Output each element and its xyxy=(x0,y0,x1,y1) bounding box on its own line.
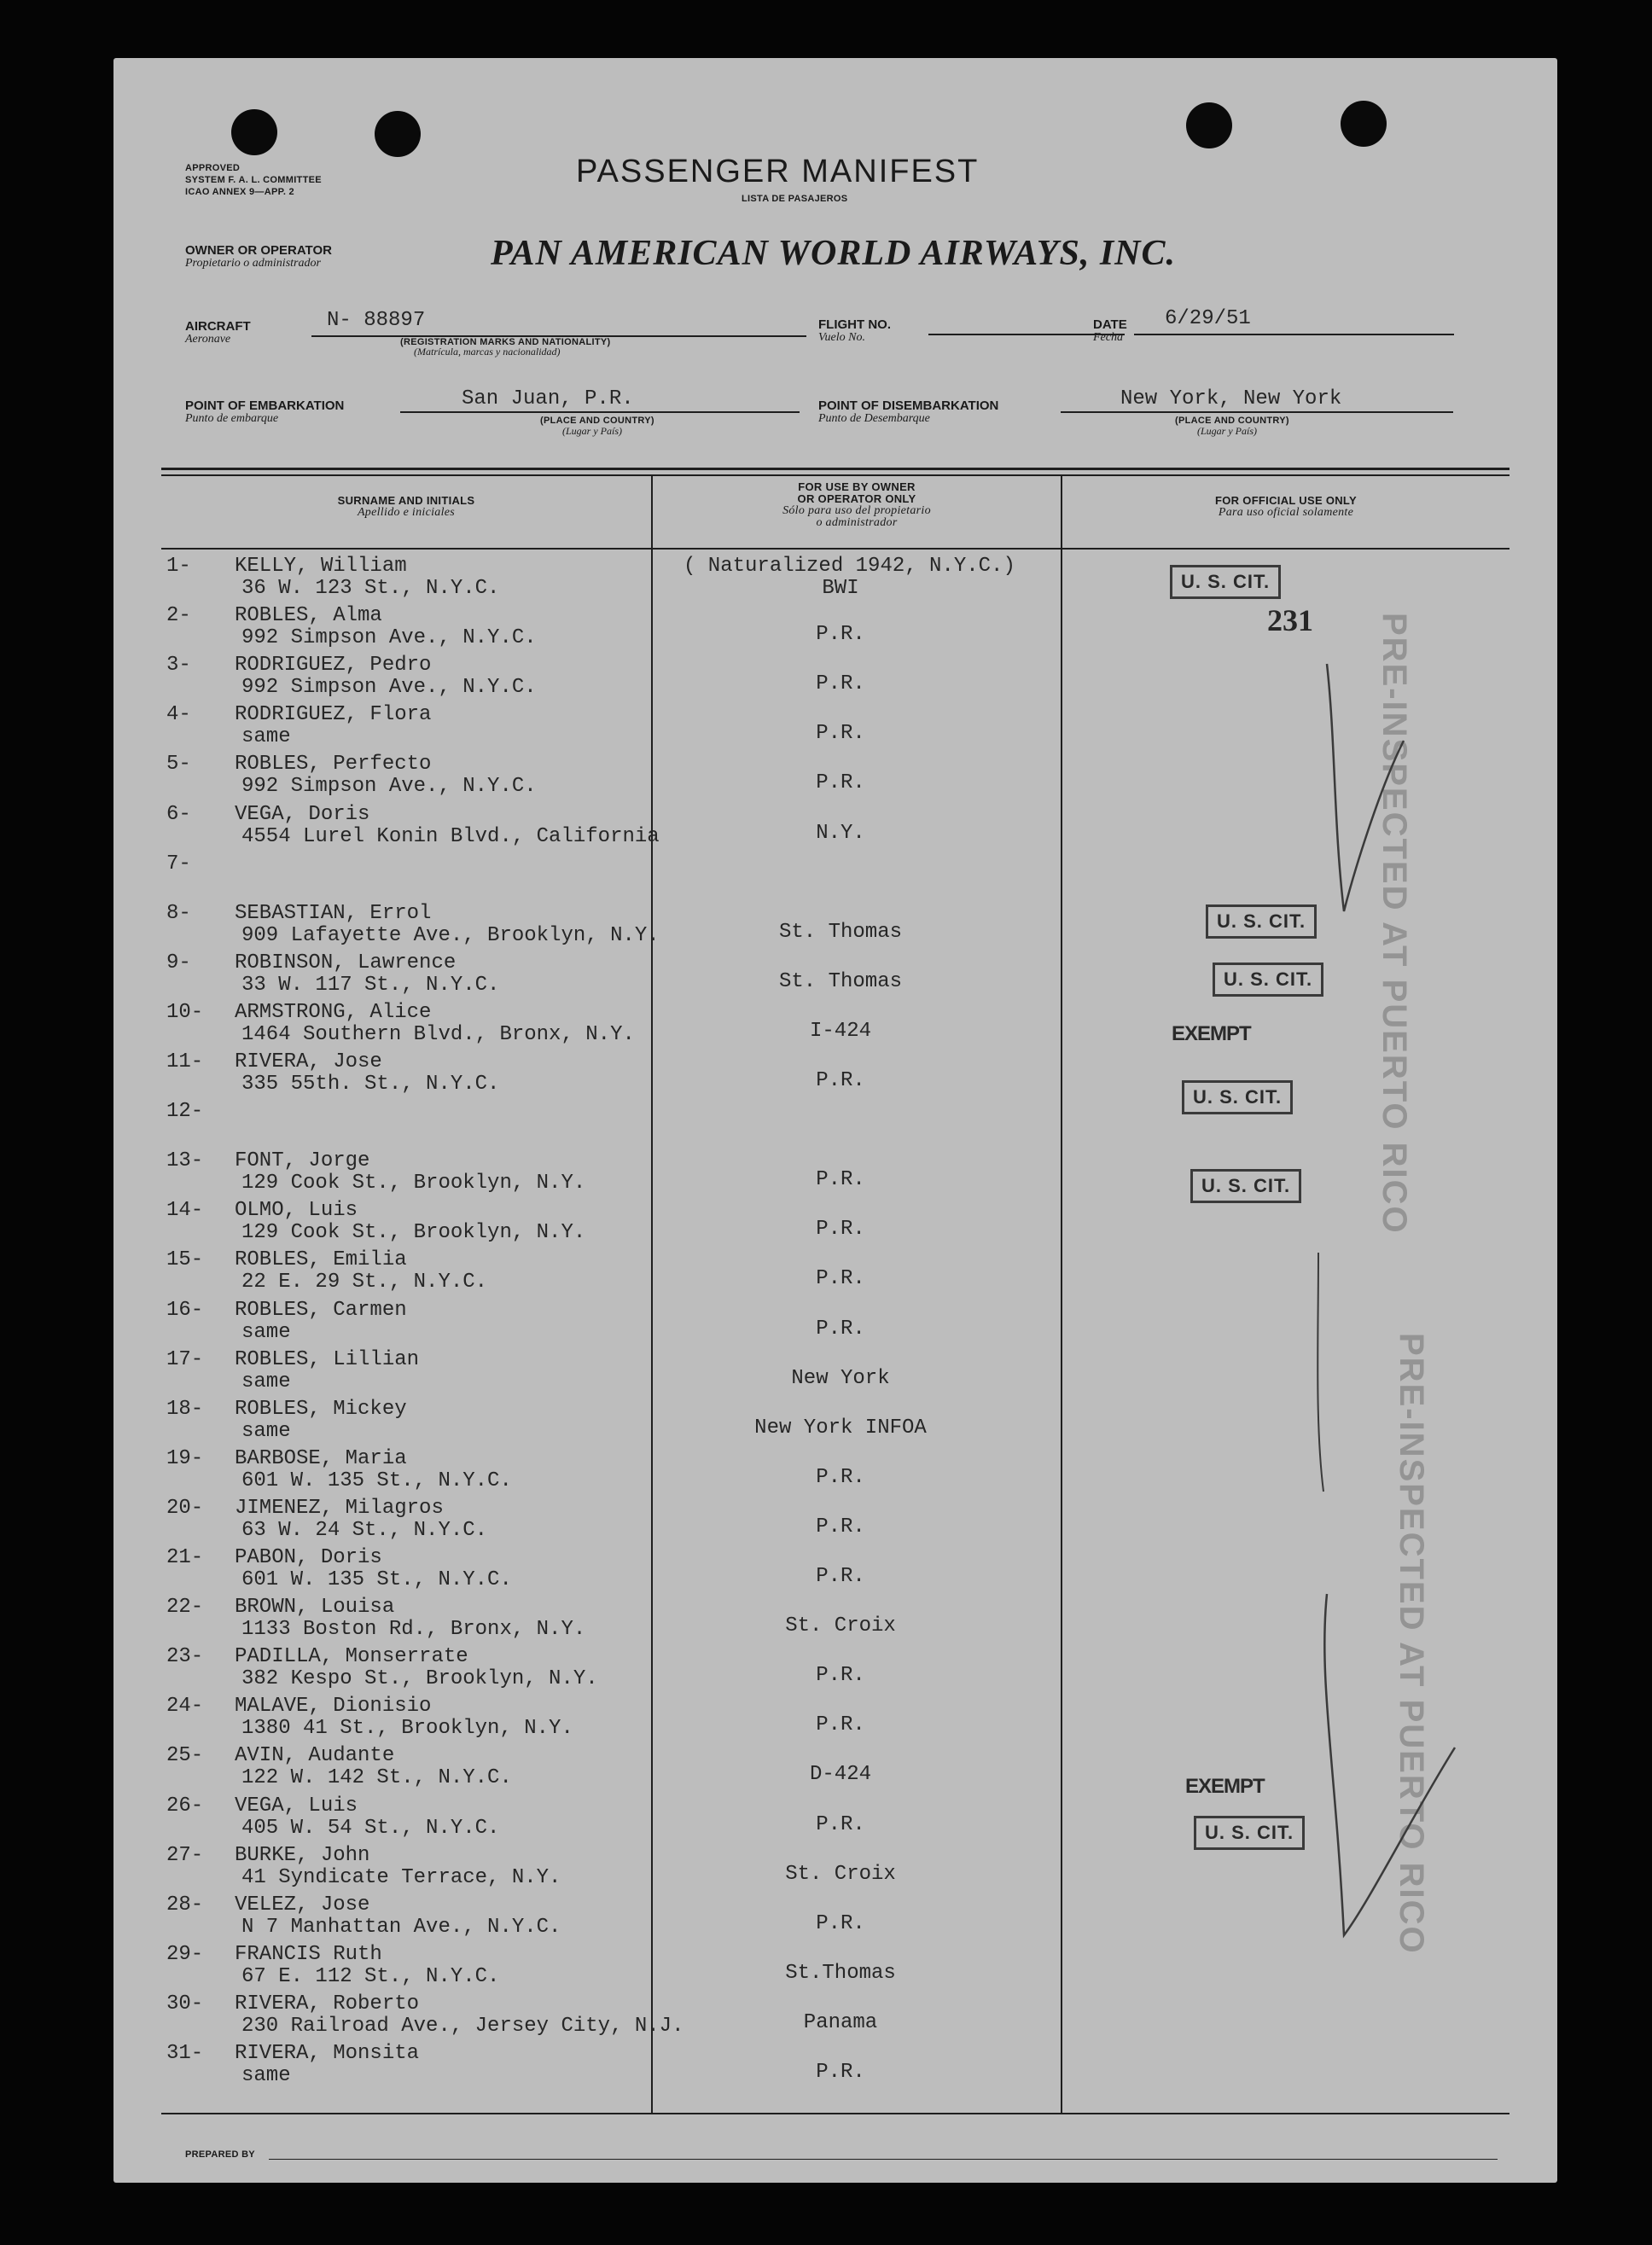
owner-note: P.R. xyxy=(816,722,865,746)
punch-hole xyxy=(375,111,421,157)
registration-note-es: (Matrícula, marcas y nacionalidad) xyxy=(414,346,561,358)
check-mark xyxy=(1318,1253,1323,1492)
row-number: 25- xyxy=(166,1744,204,1768)
date-label: DATE xyxy=(1093,317,1127,332)
passenger-address: 382 Kespo St., Brooklyn, N.Y. xyxy=(241,1667,598,1691)
passenger-name: AVIN, Audante xyxy=(235,1744,395,1768)
passenger-name: ROBLES, Carmen xyxy=(235,1298,407,1322)
embark-label-es: Punto de embarque xyxy=(185,412,279,425)
passenger-address: 36 W. 123 St., N.Y.C. xyxy=(241,577,500,600)
passenger-address: 1133 Boston Rd., Bronx, N.Y. xyxy=(241,1618,586,1642)
row-number: 30- xyxy=(166,1992,204,2015)
passenger-address: 4554 Lurel Konin Blvd., California xyxy=(241,824,660,848)
passenger-address: same xyxy=(241,1419,291,1443)
manifest-page xyxy=(113,58,1557,2183)
punch-hole xyxy=(1186,102,1232,148)
owner-use-header xyxy=(653,481,1061,529)
registration-note: (REGISTRATION MARKS AND NATIONALITY) xyxy=(400,337,611,347)
passenger-address: 992 Simpson Ave., N.Y.C. xyxy=(241,775,537,799)
passenger-name: MALAVE, Dionisio xyxy=(235,1695,432,1719)
exempt-mark: EXEMPT xyxy=(1185,1775,1265,1798)
approval-line-1: APPROVED xyxy=(185,163,241,173)
row-number: 1- xyxy=(166,555,191,578)
surname-header-label: SURNAME AND INITIALS xyxy=(337,494,475,507)
passenger-name: FONT, Jorge xyxy=(235,1149,370,1173)
owner-use-header-es-2: o administrador xyxy=(816,516,898,529)
owner-note: P.R. xyxy=(816,1713,865,1737)
official-use-header xyxy=(1062,495,1509,519)
punch-hole xyxy=(231,109,277,155)
owner-note: P.R. xyxy=(816,1317,865,1341)
row-number: 5- xyxy=(166,753,191,776)
us-cit-stamp: U. S. CIT. xyxy=(1213,963,1323,997)
passenger-name: PABON, Doris xyxy=(235,1546,382,1569)
approval-line-3: ICAO ANNEX 9—APP. 2 xyxy=(185,187,294,197)
embark-place-note: (PLACE AND COUNTRY) xyxy=(540,416,654,426)
passenger-name: BROWN, Louisa xyxy=(235,1596,395,1620)
row-number: 4- xyxy=(166,703,191,727)
passenger-name: RODRIGUEZ, Flora xyxy=(235,703,432,727)
prepared-by-text: PREPARED BY xyxy=(185,2149,255,2160)
owner-note: ( Naturalized 1942, N.Y.C.) xyxy=(683,555,1015,578)
row-number: 26- xyxy=(166,1794,204,1818)
passenger-name: RIVERA, Jose xyxy=(235,1050,382,1073)
row-number: 28- xyxy=(166,1893,204,1916)
passenger-name: KELLY, William xyxy=(235,555,407,578)
passenger-address: 22 E. 29 St., N.Y.C. xyxy=(241,1271,488,1294)
row-number: 15- xyxy=(166,1248,204,1272)
passenger-name: FRANCIS Ruth xyxy=(235,1942,382,1966)
passenger-name: ROBLES, Emilia xyxy=(235,1248,407,1272)
owner-note: P.R. xyxy=(816,1911,865,1935)
official-use-header-label-es: Para uso oficial solamente xyxy=(1218,506,1354,519)
page-title: PASSENGER MANIFEST xyxy=(576,154,980,189)
passenger-address: 992 Simpson Ave., N.Y.C. xyxy=(241,676,537,700)
preinspected-stamp: PRE-INSPECTED AT PUERTO RICO xyxy=(1376,613,1413,1235)
owner-note-secondary: BWI xyxy=(822,577,859,600)
row-number: 29- xyxy=(166,1942,204,1966)
punch-hole xyxy=(1341,101,1387,147)
row-number: 8- xyxy=(166,901,191,925)
embark-place-note-es: (Lugar y País) xyxy=(562,425,622,437)
flight-label-es: Vuelo No. xyxy=(818,331,865,344)
passenger-name: OLMO, Luis xyxy=(235,1199,358,1223)
surname-header xyxy=(161,495,651,519)
owner-note: St. Croix xyxy=(785,1614,896,1638)
passenger-address: same xyxy=(241,2064,291,2087)
aircraft-value: N- 88897 xyxy=(327,309,426,332)
owner-use-header-1: FOR USE BY OWNER xyxy=(798,480,916,493)
disembark-underline xyxy=(1061,411,1453,413)
passenger-name: ROBINSON, Lawrence xyxy=(235,951,457,974)
passenger-name: VEGA, Doris xyxy=(235,802,370,826)
us-cit-stamp: U. S. CIT. xyxy=(1170,565,1281,599)
owner-label: OWNER OR OPERATOR xyxy=(185,243,332,258)
row-number: 24- xyxy=(166,1695,204,1719)
passenger-name: BURKE, John xyxy=(235,1843,370,1867)
row-number: 7- xyxy=(166,852,191,875)
passenger-address: N 7 Manhattan Ave., N.Y.C. xyxy=(241,1915,561,1939)
check-marks xyxy=(1062,570,1509,2114)
owner-label-es: Propietario o administrador xyxy=(185,257,321,270)
row-number: 31- xyxy=(166,2042,204,2065)
passenger-address: 405 W. 54 St., N.Y.C. xyxy=(241,1816,500,1840)
date-underline xyxy=(1134,334,1454,335)
table-top-rule-2 xyxy=(161,474,1509,476)
passenger-address: 33 W. 117 St., N.Y.C. xyxy=(241,973,500,997)
row-number: 19- xyxy=(166,1446,204,1470)
passenger-address: same xyxy=(241,725,291,749)
owner-note: St. Thomas xyxy=(778,969,903,993)
passenger-address: 1464 Southern Blvd., Bronx, N.Y. xyxy=(241,1022,635,1046)
owner-note: St. Thomas xyxy=(778,920,903,944)
owner-note: P.R. xyxy=(816,2061,865,2084)
passenger-name: JIMENEZ, Milagros xyxy=(235,1496,444,1520)
owner-note: P.R. xyxy=(816,1069,865,1092)
passenger-address: 122 W. 142 St., N.Y.C. xyxy=(241,1766,512,1790)
embark-value: San Juan, P.R. xyxy=(462,387,634,410)
row-number: 9- xyxy=(166,951,191,974)
exempt-mark: EXEMPT xyxy=(1172,1022,1251,1045)
approval-line-2: SYSTEM F. A. L. COMMITTEE xyxy=(185,175,322,185)
disembark-place-note-es: (Lugar y País) xyxy=(1197,425,1257,437)
passenger-address: 335 55th. St., N.Y.C. xyxy=(241,1073,500,1096)
owner-note: D-424 xyxy=(809,1763,872,1787)
owner-note: P.R. xyxy=(816,1465,865,1489)
flight-label: FLIGHT NO. xyxy=(818,317,891,332)
row-number: 11- xyxy=(166,1050,204,1073)
passenger-name: ROBLES, Lillian xyxy=(235,1347,420,1371)
owner-note: P.R. xyxy=(816,1515,865,1538)
owner-note: New York xyxy=(791,1366,890,1390)
row-number: 2- xyxy=(166,604,191,628)
row-number: 17- xyxy=(166,1347,204,1371)
owner-note: P.R. xyxy=(816,1812,865,1836)
prepared-by-label xyxy=(185,2149,255,2161)
passenger-name: ARMSTRONG, Alice xyxy=(235,1000,432,1024)
row-number: 22- xyxy=(166,1596,204,1620)
row-number: 13- xyxy=(166,1149,204,1173)
page-subtitle: LISTA DE PASAJEROS xyxy=(742,194,848,204)
owner-note: St. Croix xyxy=(785,1862,896,1886)
owner-note: P.R. xyxy=(816,1218,865,1242)
row-number: 16- xyxy=(166,1298,204,1322)
passenger-address: 230 Railroad Ave., Jersey City, N.J. xyxy=(241,2014,684,2038)
owner-note: P.R. xyxy=(816,623,865,647)
us-cit-stamp: U. S. CIT. xyxy=(1182,1080,1293,1114)
aircraft-label-es: Aeronave xyxy=(185,333,231,346)
passenger-address: 129 Cook St., Brooklyn, N.Y. xyxy=(241,1221,586,1245)
row-number: 18- xyxy=(166,1397,204,1421)
owner-use-header-es-1: Sólo para uso del propietario xyxy=(782,504,931,517)
approval-block xyxy=(185,162,322,198)
passenger-address: same xyxy=(241,1370,291,1393)
passenger-name: SEBASTIAN, Errol xyxy=(235,901,432,925)
check-mark xyxy=(1327,664,1404,911)
passenger-address: 67 E. 112 St., N.Y.C. xyxy=(241,1964,500,1988)
owner-note: Panama xyxy=(803,2010,878,2034)
us-cit-stamp: U. S. CIT. xyxy=(1190,1169,1301,1203)
owner-note: New York INFOA xyxy=(754,1416,927,1439)
header-bottom-rule xyxy=(161,548,1509,550)
date-label-es: Fecha xyxy=(1093,331,1123,344)
passenger-address: 992 Simpson Ave., N.Y.C. xyxy=(241,626,537,650)
prepared-by-underline xyxy=(269,2159,1498,2160)
disembark-value: New York, New York xyxy=(1120,387,1342,410)
owner-note: St.Thomas xyxy=(785,1961,896,1985)
aircraft-label: AIRCRAFT xyxy=(185,319,251,334)
owner-note: P.R. xyxy=(816,1267,865,1291)
us-cit-stamp: U. S. CIT. xyxy=(1206,904,1317,939)
passenger-address: 41 Syndicate Terrace, N.Y. xyxy=(241,1865,561,1889)
date-value: 6/29/51 xyxy=(1165,307,1251,330)
row-number: 23- xyxy=(166,1645,204,1669)
passenger-address: 1380 41 St., Brooklyn, N.Y. xyxy=(241,1717,573,1741)
row-number: 3- xyxy=(166,654,191,678)
row-number: 6- xyxy=(166,802,191,826)
check-mark xyxy=(1324,1594,1455,1935)
passenger-name: ROBLES, Alma xyxy=(235,604,382,628)
owner-note: P.R. xyxy=(816,771,865,795)
passenger-name: RIVERA, Monsita xyxy=(235,2042,420,2065)
embark-label: POINT OF EMBARKATION xyxy=(185,398,345,413)
disembark-label: POINT OF DISEMBARKATION xyxy=(818,398,999,413)
owner-note: I-424 xyxy=(809,1019,872,1043)
us-cit-stamp: U. S. CIT. xyxy=(1194,1816,1305,1850)
surname-header-label-es: Apellido e iniciales xyxy=(357,506,456,519)
passenger-name: RIVERA, Roberto xyxy=(235,1992,420,2015)
passenger-name: PADILLA, Monserrate xyxy=(235,1645,468,1669)
owner-note: P.R. xyxy=(816,672,865,696)
passenger-address: 909 Lafayette Ave., Brooklyn, N.Y. xyxy=(241,923,660,947)
table-top-rule xyxy=(161,468,1509,470)
passenger-address: 601 W. 135 St., N.Y.C. xyxy=(241,1469,512,1492)
passenger-name: RODRIGUEZ, Pedro xyxy=(235,654,432,678)
row-number: 27- xyxy=(166,1843,204,1867)
company-name: PAN AMERICAN WORLD AIRWAYS, INC. xyxy=(491,234,1177,273)
official-use-header-label: FOR OFFICIAL USE ONLY xyxy=(1215,494,1357,507)
passenger-count: 231 xyxy=(1267,603,1313,637)
passenger-address: same xyxy=(241,1320,291,1344)
row-number: 21- xyxy=(166,1546,204,1569)
passenger-name: ROBLES, Mickey xyxy=(235,1397,407,1421)
row-number: 10- xyxy=(166,1000,204,1024)
owner-note: P.R. xyxy=(816,1168,865,1192)
passenger-address: 601 W. 135 St., N.Y.C. xyxy=(241,1568,512,1591)
preinspected-stamp: PRE-INSPECTED AT PUERTO RICO xyxy=(1393,1333,1430,1955)
embark-underline xyxy=(400,411,800,413)
passenger-name: VELEZ, Jose xyxy=(235,1893,370,1916)
owner-note: N.Y. xyxy=(816,821,865,845)
row-number: 12- xyxy=(166,1100,204,1124)
row-number: 14- xyxy=(166,1199,204,1223)
disembark-place-note: (PLACE AND COUNTRY) xyxy=(1175,416,1289,426)
passenger-name: VEGA, Luis xyxy=(235,1794,358,1818)
row-number: 20- xyxy=(166,1496,204,1520)
passenger-name: ROBLES, Perfecto xyxy=(235,753,432,776)
passenger-address: 63 W. 24 St., N.Y.C. xyxy=(241,1518,488,1542)
owner-note: P.R. xyxy=(816,1664,865,1688)
passenger-address: 129 Cook St., Brooklyn, N.Y. xyxy=(241,1172,586,1195)
owner-note: P.R. xyxy=(816,1565,865,1588)
passenger-name: BARBOSE, Maria xyxy=(235,1446,407,1470)
disembark-label-es: Punto de Desembarque xyxy=(818,412,930,425)
owner-use-header-2: OR OPERATOR ONLY xyxy=(797,492,916,505)
